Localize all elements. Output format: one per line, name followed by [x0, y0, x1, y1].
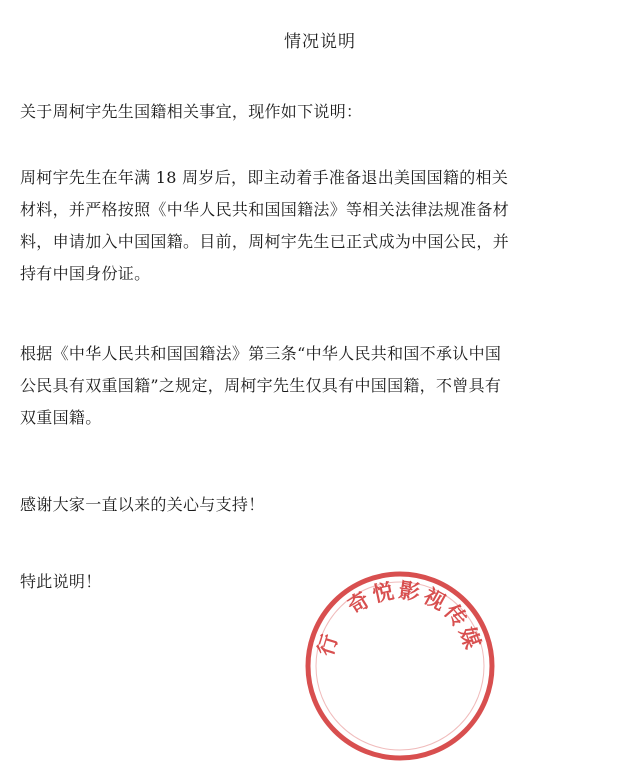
thanks-paragraph — [20, 489, 620, 521]
intro-paragraph — [20, 96, 620, 128]
paragraph-legal-basis — [20, 338, 620, 434]
paragraph-line: 料，申请加入中国国籍。目前，周柯宇先生已正式成为中国公民，并 — [20, 232, 510, 251]
paragraph-line: 双重国籍。 — [20, 408, 102, 427]
thanks-line: 感谢大家一直以来的关心与支持！ — [20, 495, 265, 514]
paragraph-line: 公民具有双重国籍”之规定，周柯宇先生仅具有中国国籍，不曾具有 — [20, 376, 502, 395]
closing-line: 特此说明！ — [20, 572, 102, 591]
seal-text: 行 奇悦影视传媒 — [312, 577, 487, 659]
paragraph-line: 持有中国身份证。 — [20, 264, 151, 283]
company-seal-stamp — [300, 566, 500, 766]
document-title: 情况说明 — [284, 32, 356, 52]
paragraph-line: 材料，并严格按照《中华人民共和国国籍法》等相关法律法规准备材 — [20, 200, 510, 219]
paragraph-nationality-process — [20, 162, 620, 290]
intro-line: 关于周柯宇先生国籍相关事宜，现作如下说明： — [20, 102, 363, 121]
paragraph-line: 周柯宇先生在年满 18 周岁后，即主动着手准备退出美国国籍的相关 — [20, 168, 509, 187]
paragraph-line: 根据《中华人民共和国国籍法》第三条“中华人民共和国不承认中国 — [20, 344, 502, 363]
